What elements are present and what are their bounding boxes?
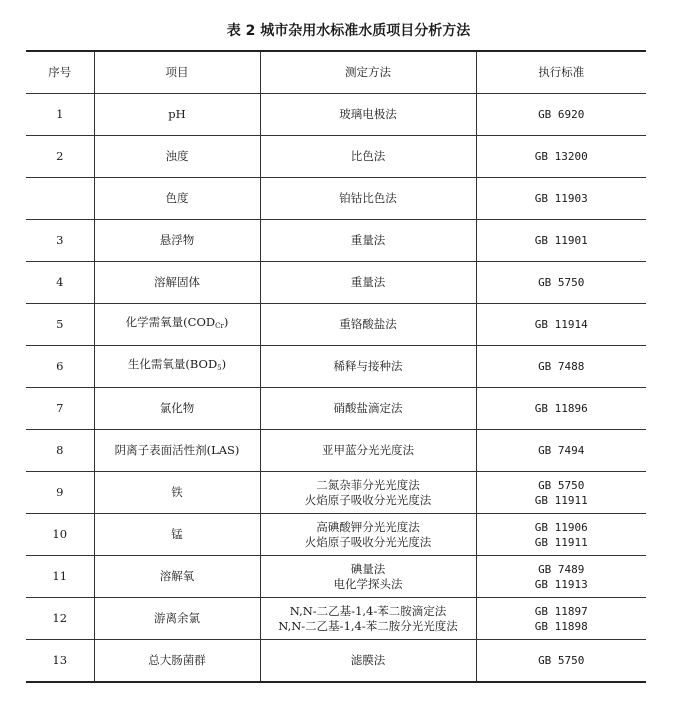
method-line: 亚甲蓝分光光度法 — [322, 443, 414, 457]
cell-standard — [476, 388, 646, 430]
method-line: 重铬酸盐法 — [339, 317, 397, 331]
cell-standard — [476, 514, 646, 556]
cell-method — [260, 556, 476, 598]
cell-serial-number: 7 — [26, 388, 94, 430]
cell-item — [94, 136, 260, 178]
standard-line: GB 7488 — [538, 360, 585, 373]
method-line: 稀释与接种法 — [333, 359, 403, 373]
cell-method — [260, 220, 476, 262]
method-line: N,N-二乙基-1,4-苯二胺分光光度法 — [278, 618, 458, 633]
cell-serial-number: 3 — [26, 220, 94, 262]
table-row — [26, 220, 646, 262]
cell-standard — [476, 220, 646, 262]
method-line: 火焰原子吸收分光光度法 — [304, 492, 432, 507]
cell-standard — [476, 346, 646, 388]
cell-serial-number: 2 — [26, 136, 94, 178]
cell-method — [260, 514, 476, 556]
standard-line: GB 11901 — [534, 234, 588, 247]
standard-line: GB 7494 — [538, 444, 585, 457]
cell-item — [94, 430, 260, 472]
method-line: N,N-二乙基-1,4-苯二胺滴定法 — [289, 603, 447, 618]
method-line: 重量法 — [350, 275, 386, 289]
table-row — [26, 556, 646, 598]
cell-item — [94, 94, 260, 136]
cell-standard — [476, 262, 646, 304]
standard-line: GB 6920 — [538, 108, 585, 121]
cell-serial-number: 6 — [26, 346, 94, 388]
cell-standard — [476, 136, 646, 178]
cell-serial-number: 13 — [26, 640, 94, 683]
table-row — [26, 178, 646, 220]
cell-standard — [476, 304, 646, 346]
method-line: 铂钴比色法 — [339, 191, 397, 205]
method-line: 重量法 — [350, 233, 386, 247]
cell-method — [260, 388, 476, 430]
item-name: 悬浮物 — [159, 233, 195, 247]
table-row — [26, 94, 646, 136]
cell-serial-number: 12 — [26, 598, 94, 640]
cell-serial-number: 9 — [26, 472, 94, 514]
item-name: 阴离子表面活性剂(LAS) — [114, 443, 240, 457]
item-name: 色度 — [165, 191, 189, 205]
cell-method — [260, 304, 476, 346]
cell-standard — [476, 556, 646, 598]
cell-method — [260, 94, 476, 136]
cell-item — [94, 640, 260, 683]
item-subscript: Cr — [215, 322, 224, 330]
cell-serial-number: 10 — [26, 514, 94, 556]
standard-line: GB 11911 — [534, 535, 588, 549]
cell-item — [94, 220, 260, 262]
cell-serial-number — [26, 178, 94, 220]
analysis-methods-table — [26, 50, 646, 683]
item-name: 铁 — [171, 485, 183, 499]
cell-standard — [476, 430, 646, 472]
method-line: 碘量法 — [350, 561, 386, 576]
cell-standard — [476, 472, 646, 514]
item-name: 溶解固体 — [154, 275, 200, 289]
standard-line: GB 11898 — [534, 619, 588, 633]
cell-serial-number: 4 — [26, 262, 94, 304]
cell-method — [260, 598, 476, 640]
item-suffix: ) — [221, 357, 227, 371]
method-line: 比色法 — [350, 149, 386, 163]
cell-method — [260, 346, 476, 388]
method-line: 二氮杂菲分光光度法 — [316, 477, 420, 492]
cell-standard — [476, 178, 646, 220]
table-row — [26, 514, 646, 556]
cell-item — [94, 304, 260, 346]
cell-standard — [476, 640, 646, 683]
standard-line: GB 5750 — [538, 276, 585, 289]
item-name: 生化需氧量(BOD — [127, 357, 218, 371]
table-row — [26, 472, 646, 514]
standard-line: GB 11911 — [534, 493, 588, 507]
cell-method — [260, 136, 476, 178]
standard-line: GB 13200 — [534, 150, 588, 163]
item-name: 锰 — [171, 527, 183, 541]
item-name: 化学需氧量(COD — [125, 315, 216, 329]
cell-serial-number: 11 — [26, 556, 94, 598]
table-body — [26, 94, 646, 683]
item-suffix: ) — [223, 315, 229, 329]
cell-item — [94, 598, 260, 640]
header-standard: 执行标准 — [476, 51, 646, 94]
standard-line: GB 11914 — [534, 318, 588, 331]
cell-method — [260, 472, 476, 514]
cell-standard — [476, 94, 646, 136]
cell-item — [94, 262, 260, 304]
method-line: 高碘酸钾分光光度法 — [316, 519, 420, 534]
cell-serial-number: 8 — [26, 430, 94, 472]
header-method: 测定方法 — [260, 51, 476, 94]
standard-line: GB 5750 — [538, 478, 585, 492]
item-name: 总大肠菌群 — [148, 653, 206, 667]
table-title: 表 2 城市杂用水标准水质项目分析方法 — [226, 23, 471, 39]
cell-standard — [476, 598, 646, 640]
table-row — [26, 136, 646, 178]
table-row — [26, 598, 646, 640]
standard-line: GB 5750 — [538, 654, 585, 667]
standard-line: GB 7489 — [538, 562, 585, 576]
cell-method — [260, 178, 476, 220]
table-row — [26, 346, 646, 388]
cell-serial-number: 5 — [26, 304, 94, 346]
cell-item — [94, 178, 260, 220]
table-row — [26, 262, 646, 304]
item-name: 浊度 — [165, 149, 189, 163]
method-line: 滤膜法 — [350, 653, 386, 667]
item-name: 游离余氯 — [154, 611, 200, 625]
standard-line: GB 11906 — [534, 520, 588, 534]
cell-item — [94, 346, 260, 388]
item-name: 氯化物 — [159, 401, 195, 415]
header-serial-number: 序号 — [26, 51, 94, 94]
method-line: 玻璃电极法 — [339, 107, 397, 121]
method-line: 电化学探头法 — [333, 576, 403, 591]
cell-method — [260, 430, 476, 472]
cell-item — [94, 472, 260, 514]
item-name: 溶解氧 — [159, 569, 195, 583]
item-name: pH — [168, 107, 186, 121]
standard-line: GB 11897 — [534, 604, 588, 618]
header-row — [26, 51, 646, 94]
cell-serial-number: 1 — [26, 94, 94, 136]
cell-method — [260, 640, 476, 683]
method-line: 火焰原子吸收分光光度法 — [304, 534, 432, 549]
table-row — [26, 430, 646, 472]
cell-item — [94, 556, 260, 598]
cell-item — [94, 388, 260, 430]
item-subscript: 5 — [217, 364, 222, 372]
table-row — [26, 640, 646, 683]
table-row — [26, 304, 646, 346]
standard-line: GB 11903 — [534, 192, 588, 205]
standard-line: GB 11913 — [534, 577, 588, 591]
header-item: 项目 — [94, 51, 260, 94]
cell-item — [94, 514, 260, 556]
cell-method — [260, 262, 476, 304]
table-row — [26, 388, 646, 430]
standard-line: GB 11896 — [534, 402, 588, 415]
method-line: 硝酸盐滴定法 — [333, 401, 403, 415]
